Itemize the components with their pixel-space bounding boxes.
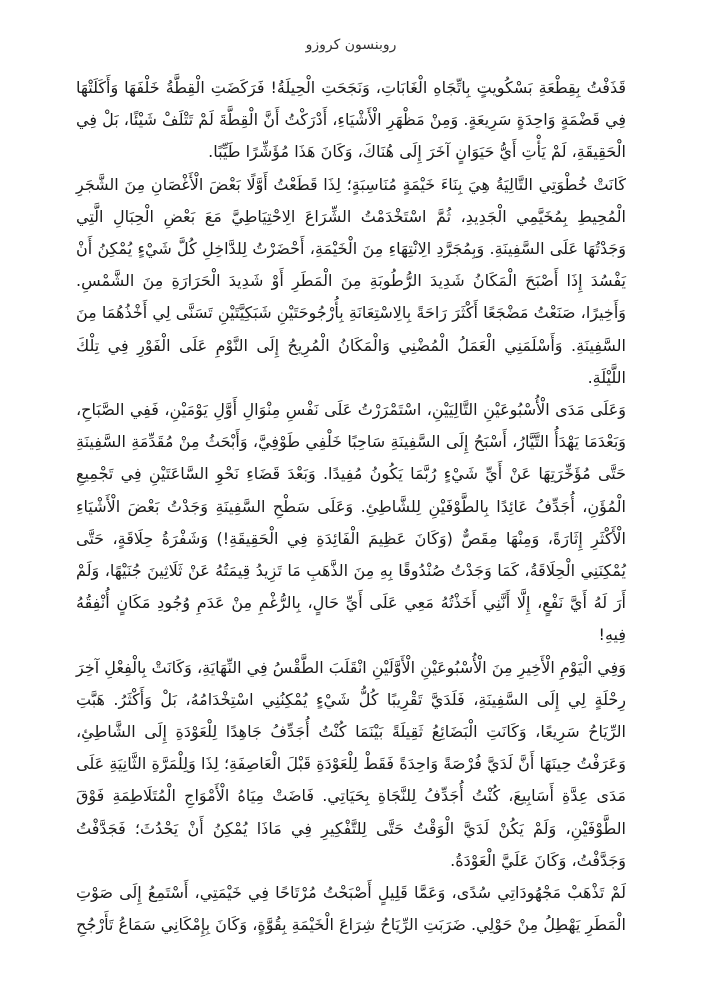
- body-text: [76, 72, 626, 941]
- running-header: روبنسون كروزو: [305, 37, 397, 53]
- paragraph: لَمْ تَذْهَبْ مَجْهُودَاتِي سُدًى، وَعَمَّا قَلِيلٍ أَصْبَحْتُ مُرْتَاحًا فِي خَيْمَتِي، أَسْتَمِعُ إِلَى صَوْتِ الْمَطَرِ يَهْطِلُ مِنْ حَوْلِي. ضَرَبَتِ الرِّيَاحُ شِرَاعَ الْخَيْمَةِ بِقُوَّةٍ، وَكَانَ بِإِمْكَانِي سَمَاعُ تَأَرْجُحِ: [76, 883, 626, 935]
- paragraph: وَفِي الْيَوْمِ الْأَخِيرِ مِنَ الْأُسْبُوعَيْنِ الْأَوَّلَيْنِ انْقَلَبَ الطَّقْسُ فِي النِّهَايَةِ، وَكَانَتْ بِالْفِعْلِ آخِرَ رِحْلَةٍ لِي إِلَى السَّفِينَةِ، فَلَدَيَّ تَقْرِيبًا كُلُّ شَيْءٍ يُمْكِنُنِي اسْتِخْدَامُهُ، بَلْ وَأَكْثَرُ. هَبَّتِ الرِّيَاحُ سَرِيعًا، وَكَانَتِ الْبَضَائِعُ ثَقِيلَةً بَيْنَمَا كُنْتُ أُجَدِّفُ جَاهِدًا لِلْعَوْدَةِ إِلَى الشَّاطِئِ، وَعَرَفْتُ حِينَهَا أَنَّ لَدَيَّ فُرْصَةً وَاحِدَةً فَقَطْ لِلْعَوْدَةِ قَبْلَ الْعَاصِفَةِ؛ لِذَا وَلِلْمَرَّةِ الثَّانِيَةِ عَلَى مَدَى عِدَّةِ أَسَابِيعَ، كُنْتُ أُجَدِّفُ لِلنَّجَاةِ بِحَيَاتِي. فَاضَتْ مِيَاهُ الْأَمْوَاجِ الْمُتَلَاطِمَةِ فَوْقَ الطَّوْفَيْنِ، وَلَمْ يَكُنْ لَدَيَّ الْوَقْتُ حَتَّى لِلتَّفْكِيرِ فِي مَاذَا يُمْكِنُ أَنْ يَحْدُثَ؛ فَجَدَّفْتُ وَجَدَّفْتُ، وَكَانَ عَلَيَّ الْعَوْدَةُ.: [76, 657, 626, 870]
- paragraph: كَانَتْ خُطْوَتِي التَّالِيَةُ هِيَ بِنَاءَ خَيْمَةٍ مُنَاسِبَةٍ؛ لِذَا قَطَعْتُ أَوَّلًا بَعْضَ الْأَغْصَانِ مِنَ الشَّجَرِ الْمُحِيطِ بِمُخَيَّمِي الْجَدِيدِ، ثُمَّ اسْتَخْدَمْتُ الشِّرَاعَ الِاحْتِيَاطِيَّ مَعَ بَعْضِ الْحِبَالِ الَّتِي وَجَدْتُهَا عَلَى السَّفِينَةِ. وَبِمُجَرَّدِ الِانْتِهَاءِ مِنَ الْخَيْمَةِ، أَحْضَرْتُ لِلدَّاخِلِ كُلَّ شَيْءٍ يُمْكِنُ أَنْ يَفْسُدَ إِذَا أَصْبَحَ الْمَكَانُ شَدِيدَ الرُّطُوبَةِ مِنَ الْمَطَرِ أَوْ شَدِيدَ الْحَرَارَةِ مِنَ الشَّمْسِ. وَأَخِيرًا، صَنَعْتُ مَضْجَعًا أَكْثَرَ رَاحَةً بِالِاسْتِعَانَةِ بِأُرْجُوحَتَيْنِ شَبَكِيَّتَيْنِ تَسَنَّى لِي أَخْذُهُمَا مِنَ السَّفِينَةِ. وَأَسْلَمَنِي الْعَمَلُ الْمُضْنِي وَالْمَكَانُ الْمُرِيحُ إِلَى النَّوْمِ عَلَى الْفَوْرِ فِي تِلْكَ اللَّيْلَةِ.: [76, 174, 626, 387]
- paragraph: وَعَلَى مَدَى الْأُسْبُوعَيْنِ التَّالِيَيْنِ، اسْتَمْرَرْتُ عَلَى نَفْسِ مِنْوَالِ أَوَّلِ يَوْمَيْنِ، فَفِي الصَّبَاحِ، وَبَعْدَمَا يَهْدَأُ التَّيَّارُ، أَسْبَحُ إِلَى السَّفِينَةِ سَاحِبًا خَلْفِي طَوْفِيَّ، وَأَبْحَثُ مِنْ مُقَدِّمَةِ السَّفِينَةِ حَتَّى مُؤَخِّرَتِهَا عَنْ أَيِّ شَيْءٍ رُبَّمَا يَكُونُ مُفِيدًا. وَبَعْدَ قَضَاءِ نَحْوِ السَّاعَتَيْنِ فِي تَجْمِيعِ الْمُؤَنِ، أُجَدِّفُ عَائِدًا بِالطَّوْفَيْنِ لِلشَّاطِئِ. وَعَلَى سَطْحِ السَّفِينَةِ وَجَدْتُ بَعْضَ الْأَشْيَاءِ الْأَكْثَرِ إِثَارَةً، وَمِنْهَا مِقَصٌّ (وَكَانَ عَظِيمَ الْفَائِدَةِ فِي الْحَقِيقَةِ!) وَشَفْرَةُ حِلَاقَةٍ، حَتَّى يُمْكِنَنِي الْحِلَاقَةُ، كَمَا وَجَدْتُ صُنْدُوقًا بِهِ مِنَ الذَّهَبِ مَا تَزِيدُ قِيمَتُهُ عَنْ ثَلَاثِينَ جُنَيْهًا، وَلَمْ أَرَ لَهُ أَيَّ نَفْعٍ، إِلَّا أَنَّنِي أَخَذْتُهُ مَعِي عَلَى أَيِّ حَالٍ، بِالرُّغْمِ مِنْ عَدَمِ وُجُودِ مَكَانٍ أُنْفِقُهُ فِيهِ!: [76, 400, 626, 645]
- paragraph: قَذَفْتُ بِقِطْعَةِ بَسْكُويتٍ بِاتِّجَاهِ الْغَابَاتِ، وَنَجَحَتِ الْحِيلَةُ! فَرَكَضَتِ الْقِطَّةُ خَلْفَهَا وَأَكَلَتْهَا فِي قَضْمَةٍ وَاحِدَةٍ سَرِيعَةٍ. وَمِنْ مَظْهَرِ الْأَشْيَاءِ، أَدْرَكْتُ أَنَّ الْقِطَّةَ لَمْ تَتْلَفْ شَيْئًا، بَلْ فِي الْحَقِيقَةِ، لَمْ يَأْتِ أَيُّ حَيَوَانٍ آخَرَ إِلَى هُنَاكَ، وَكَانَ هَذَا مُؤَشِّرًا طَيِّبًا.: [76, 78, 626, 162]
